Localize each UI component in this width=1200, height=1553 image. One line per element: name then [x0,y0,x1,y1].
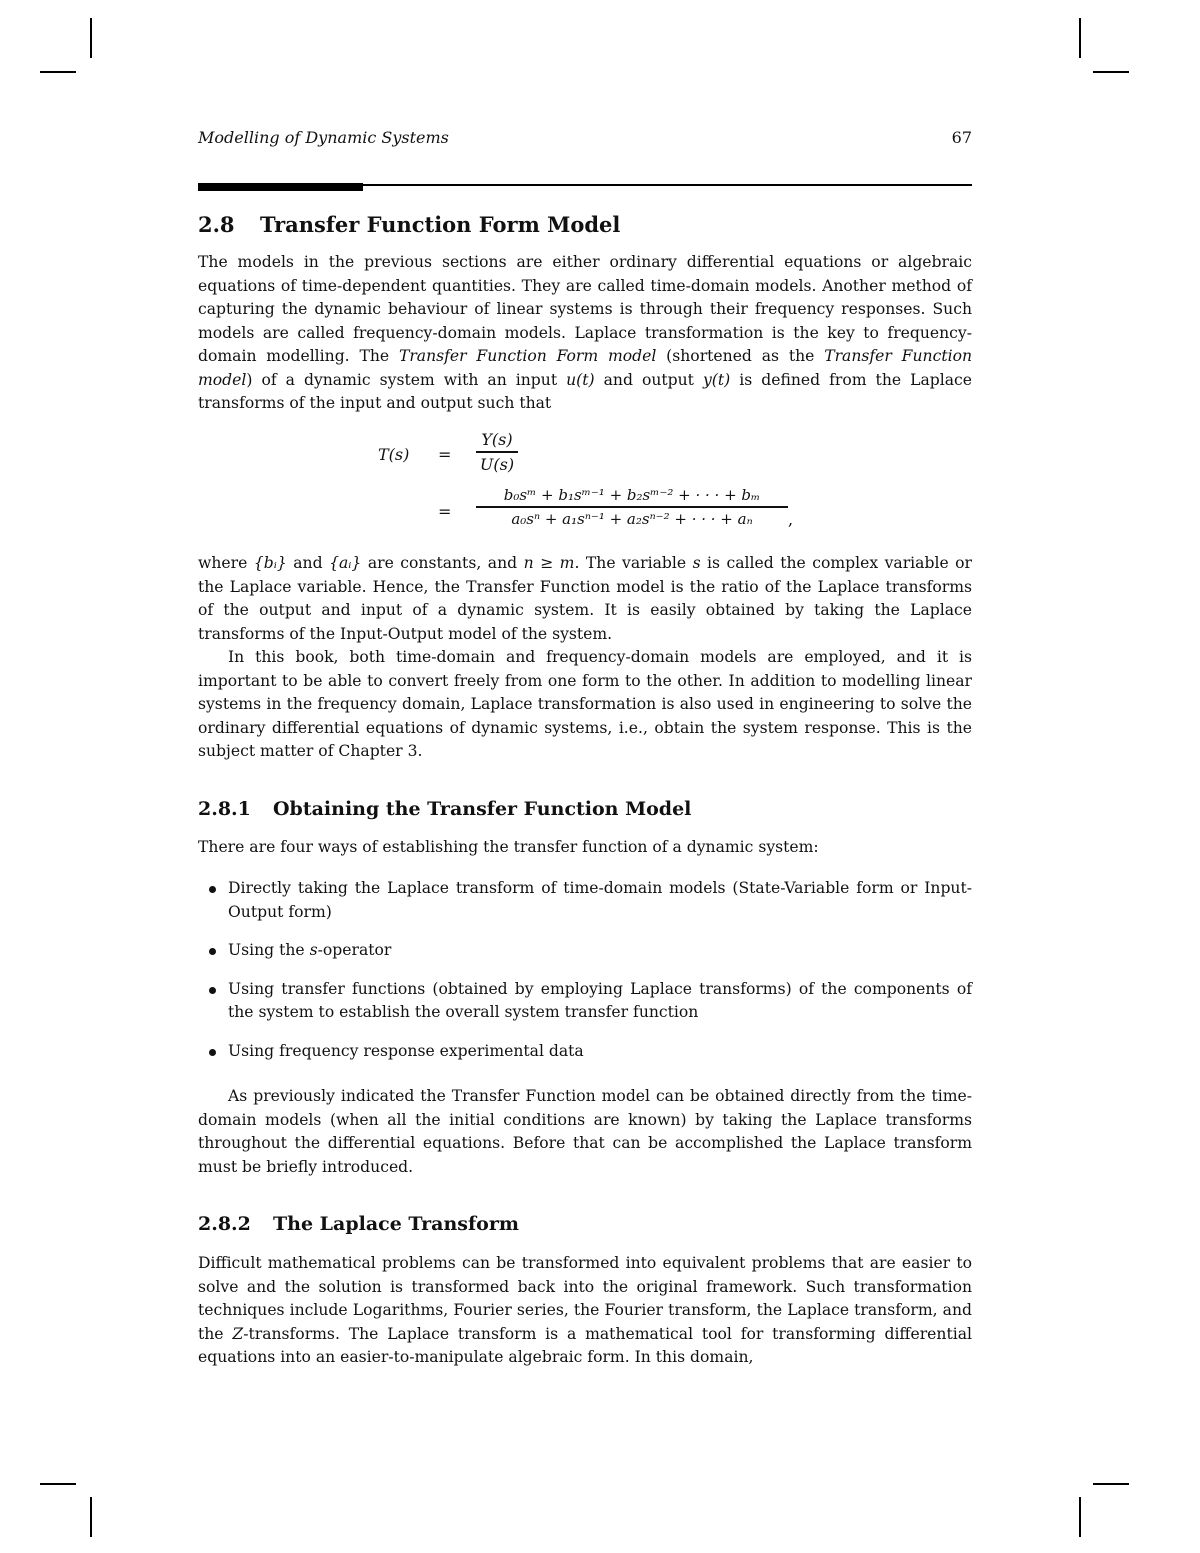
running-title: Modelling of Dynamic Systems [198,128,449,147]
equation-comma: , [788,510,794,529]
list-item-text: -operator [317,941,392,959]
transfer-function-equation [198,430,972,540]
paragraph-intro [198,251,972,416]
list-item [198,877,972,924]
section-number: 2.8.1 [198,798,251,820]
crop-mark [90,18,92,58]
text-run: and [286,554,330,572]
paragraph-four-ways: There are four ways of establishing the transfer function of a dynamic system: [198,838,819,856]
bullet-icon [209,886,216,893]
text-run: -transforms. The Laplace transform is a mathematical tool for transforming differential equations into an easier-to-manipulate algebraic form. In this domain, [198,1324,972,1366]
list-item [198,939,972,963]
math-inline: s [692,554,701,572]
bullet-icon [209,1049,216,1056]
text-run: Difficult mathematical problems can be transformed into equivalent problems that are easier to solve and the solution is transformed back into the original framework. Such transformation techniques include Logarithms, Fourier series, the Fourier transform, the Laplace transform, and the [198,1254,972,1343]
paragraph-laplace-intro [198,1252,972,1370]
page-number: 67 [951,128,972,147]
section-heading-2-8-2 [198,1213,519,1235]
crop-mark [1093,71,1129,73]
header-rule-accent [198,183,363,191]
text-run: and output [594,370,703,389]
list-item-text: Using frequency response experimental data [228,1041,584,1060]
paragraph-previously-indicated: As previously indicated the Transfer Function model can be obtained directly from the time-domain models (when all the initial conditions are known) by taking the Laplace transforms throughout the differential equations. Before that can be accomplished the Laplace transform must be briefly introduced. [198,1087,972,1176]
fraction-denominator: U(s) [479,454,515,474]
text-run: is called the complex variable or the Laplace variable. Hence, the Transfer Function model is the ratio of the Laplace transforms of the output and input of a dynamic system. It is easily obtained by taking the Laplace transforms of the Input-Output model of the system. [198,554,972,643]
math-inline: {bᵢ} [253,554,287,572]
text-run: is defined from the Laplace transforms of the input and output such that [198,370,972,412]
text-run: are constants, and [361,554,524,572]
section-heading-2-8-1 [198,798,691,820]
crop-mark [1079,1497,1081,1537]
fraction-polynomial [476,486,788,528]
emphasis: Transfer Function model [198,347,972,389]
crop-mark [1093,1483,1129,1485]
emphasis: Transfer Function Form model [398,347,657,365]
bullet-icon [209,948,216,955]
text-run: The models in the previous sections are either ordinary differential equations or algebraic equations of time-dependent quantities. They are called time-domain models. Another method of capturing the dynamic behaviour of linear systems is through their frequency responses. Such models are called frequency-domain models. Laplace transformation is the key to frequency-domain modelling. The [198,253,972,365]
section-number: 2.8 [198,212,235,237]
fraction-bar [476,451,518,453]
math-inline: Z [232,1324,244,1343]
crop-mark [1079,18,1081,58]
math-inline: n ≥ m [523,554,575,572]
list-item-text: Directly taking the Laplace transform of time-domain models (State-Variable form or Input-Output form) [228,879,972,921]
list-item-text: Using transfer functions (obtained by employing Laplace transforms) of the components of the system to establish the overall system transfer function [228,979,972,1021]
equation-lhs: T(s) [378,445,410,464]
bullet-icon [209,987,216,994]
list-item [198,978,972,1025]
math-inline: y(t) [702,370,731,389]
crop-mark [40,1483,76,1485]
crop-mark [40,71,76,73]
equals-sign: = [438,502,452,521]
methods-list [198,877,972,1078]
fraction-io [476,430,518,474]
paragraph-where [198,552,972,646]
math-inline: s [309,941,318,959]
section-title: Transfer Function Form Model [260,212,621,237]
fraction-bar [476,506,788,508]
fraction-numerator: b₀sᵐ + b₁sᵐ⁻¹ + b₂sᵐ⁻² + · · · + bₘ [503,486,761,504]
crop-mark [90,1497,92,1537]
section-heading-2-8 [198,212,620,237]
text-run: (shortened as the [656,347,825,365]
list-item-text: Using the [228,941,310,959]
list-item [198,1040,972,1064]
fraction-numerator: Y(s) [481,430,513,449]
text-run: where [198,554,254,572]
section-number: 2.8.2 [198,1213,251,1235]
text-run: ) of a dynamic system with an input [246,370,567,389]
section-title: Obtaining the Transfer Function Model [273,798,692,820]
section-title: The Laplace Transform [273,1213,519,1235]
fraction-denominator: a₀sⁿ + a₁sⁿ⁻¹ + a₂sⁿ⁻² + · · · + aₙ [511,509,753,528]
running-header [198,128,972,150]
text-run: . The variable [574,554,693,572]
paragraph-book-approach: In this book, both time-domain and frequency-domain models are employed, and it is important to be able to convert freely from one form to the other. In addition to modelling linear systems in the frequency domain, Laplace transformation is also used in engineering to solve the ordinary differential equations of dynamic systems, i.e., obtain the system response. This is the subject matter of Chapter 3. [198,648,972,760]
math-inline: u(t) [566,370,595,389]
math-inline: {aᵢ} [329,554,362,572]
equals-sign: = [438,445,452,464]
